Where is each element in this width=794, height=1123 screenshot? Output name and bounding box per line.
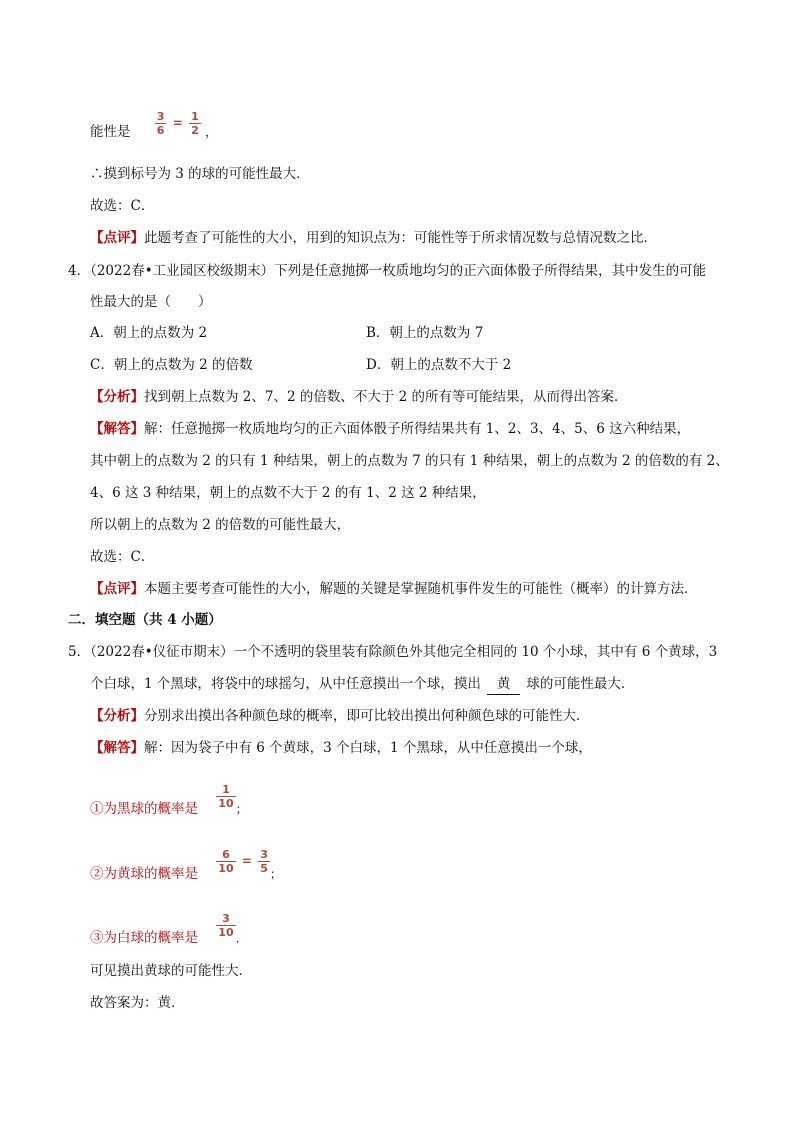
item3-fraction xyxy=(216,912,235,939)
item-text: ③为白球的概率是 xyxy=(90,930,198,946)
equals-sign: = xyxy=(241,854,252,868)
q4-stem-line2: 性最大的是（ ） xyxy=(90,294,212,310)
analysis-text: 找到朝上点数为 2、7、2 的倍数、不大于 2 的所有等可能结果，从而得出答案． xyxy=(144,389,628,405)
prev-probability-line xyxy=(90,106,217,140)
punctuation: ； xyxy=(235,802,248,816)
q4-comment xyxy=(90,579,698,599)
q4-answer: 故选：C． xyxy=(90,549,155,565)
comment-text: 本题主要考查可能性的大小，解题的关键是掌握随机事件发生的可能性（概率）的计算方法． xyxy=(144,581,698,597)
punctuation: ． xyxy=(235,931,248,945)
section-title: 二．填空题（共 4 小题） xyxy=(68,612,222,628)
equals-sign: = xyxy=(172,116,183,130)
frac-num: 3 xyxy=(156,109,165,123)
analysis-tag: 【分析】 xyxy=(90,389,144,405)
prev-prob-text: 能性是 xyxy=(90,124,131,140)
frac-den: 10 xyxy=(218,925,234,939)
prev-comment xyxy=(90,228,657,248)
q4-option-b: B．朝上的点数为 7 xyxy=(366,325,484,341)
frac-num: 3 xyxy=(222,911,230,925)
prev-fraction-b xyxy=(189,110,201,137)
q5-item3 xyxy=(90,904,248,946)
prev-conclusion: ∴摸到标号为 3 的球的可能性最大． xyxy=(90,166,310,182)
frac-den: 10 xyxy=(218,861,234,875)
q4-option-c: C．朝上的点数为 2 的倍数 xyxy=(90,357,253,373)
q4-analysis xyxy=(90,387,628,407)
stem-text-post: 球的可能性最大． xyxy=(526,676,635,692)
q5-conclusion: 可见摸出黄球的可能性大． xyxy=(90,963,252,979)
solution-tag: 【解答】 xyxy=(90,421,144,437)
q5-answer: 故答案为：黄． xyxy=(90,995,185,1011)
item2-fraction-a xyxy=(216,848,235,875)
answer-blank: 黄 xyxy=(487,674,521,695)
q4-stem-line1: 4．（2022春•工业园区校级期末）下列是任意抛掷一枚质地均匀的正六面体骰子所得结果，其中发生的可能 xyxy=(68,263,707,279)
frac-den: 10 xyxy=(218,796,234,810)
q4-solution-line1 xyxy=(90,419,690,439)
q4-option-a: A．朝上的点数为 2 xyxy=(90,325,208,341)
q5-analysis xyxy=(90,706,590,726)
q5-stem-line1: 5．（2022春•仪征市期末）一个不透明的袋里装有除颜色外其他完全相同的 10 个小球，其中有 6 个黄球，3 xyxy=(68,644,718,660)
q5-item1 xyxy=(90,775,248,817)
q5-stem-line2 xyxy=(90,674,634,695)
frac-num: 3 xyxy=(260,847,268,861)
frac-num: 1 xyxy=(222,782,230,796)
frac-den: 2 xyxy=(191,123,199,137)
q4-solution-line3: 4、6 这 3 种结果，朝上的点数不大于 2 的有 1、2 这 2 种结果， xyxy=(90,485,486,501)
frac-den: 5 xyxy=(260,861,268,875)
solution-text: 解：因为袋子中有 6 个黄球，3 个白球，1 个黑球，从中任意摸出一个球， xyxy=(144,740,592,756)
frac-den: 6 xyxy=(156,123,165,137)
stem-text-pre: 个白球，1 个黑球，将袋中的球摇匀，从中任意摸出一个球，摸出 xyxy=(90,676,481,692)
analysis-text: 分别求出摸出各种颜色球的概率，即可比较出摸出何种颜色球的可能性大． xyxy=(144,708,590,724)
solution-tag: 【解答】 xyxy=(90,740,144,756)
q4-option-d: D．朝上的点数不大于 2 xyxy=(366,357,512,373)
comment-tag: 【点评】 xyxy=(90,581,144,597)
item-text: ①为黑球的概率是 xyxy=(90,801,198,817)
comment-text: 此题考查了可能性的大小，用到的知识点为：可能性等于所求情况数与总情况数之比． xyxy=(144,230,657,246)
frac-num: 6 xyxy=(222,847,230,861)
item1-fraction xyxy=(216,783,235,810)
solution-text: 解：任意抛掷一枚质地均匀的正六面体骰子所得结果共有 1、2、3、4、5、6 这六种结果， xyxy=(144,421,691,437)
analysis-tag: 【分析】 xyxy=(90,708,144,724)
item-text: ②为黄球的概率是 xyxy=(90,866,198,882)
q5-item2 xyxy=(90,840,282,882)
q4-solution-line2: 其中朝上的点数为 2 的只有 1 种结果，朝上的点数为 7 的只有 1 种结果，朝上的点数为 2 的倍数的有 2、 xyxy=(90,453,729,469)
item2-fraction-b xyxy=(258,848,270,875)
prev-fraction-a xyxy=(155,110,167,137)
q5-solution xyxy=(90,738,592,758)
frac-num: 1 xyxy=(191,109,199,123)
punctuation: ， xyxy=(205,125,218,139)
q4-solution-line4: 所以朝上的点数为 2 的倍数的可能性最大， xyxy=(90,517,351,533)
comment-tag: 【点评】 xyxy=(90,230,144,246)
prev-answer: 故选：C． xyxy=(90,198,155,214)
punctuation: ； xyxy=(269,867,282,881)
